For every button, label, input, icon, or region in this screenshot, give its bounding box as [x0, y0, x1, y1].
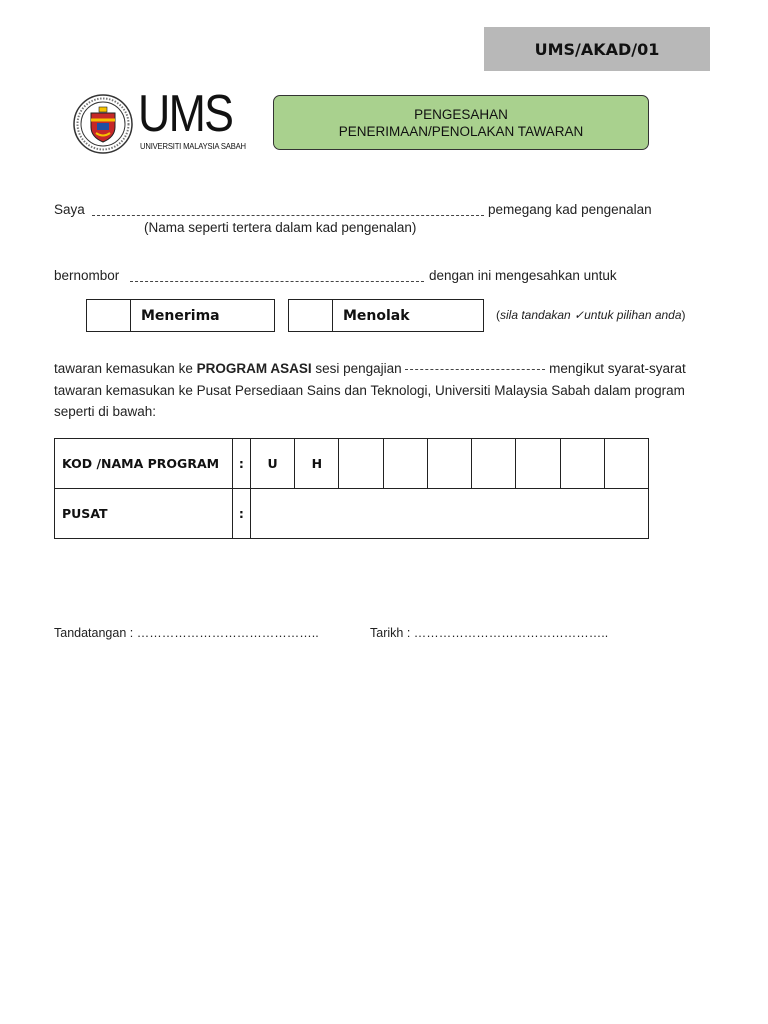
date-field[interactable]: ………………………………………..	[413, 626, 609, 640]
code-box-1[interactable]: U	[250, 439, 294, 489]
ic-prefix: bernombor	[54, 268, 120, 283]
name-field[interactable]	[92, 215, 484, 216]
option-note-text: sila tandakan ✓untuk pilihan anda	[500, 308, 682, 322]
date-line	[370, 626, 608, 640]
table-row	[55, 489, 649, 539]
accept-label: Menerima	[141, 307, 220, 324]
logo-wordmark: UMS	[138, 85, 233, 143]
option-note-open: (	[496, 308, 500, 322]
ic-suffix: dengan ini mengesahkan untuk	[429, 268, 617, 283]
program-name: PROGRAM ASASI	[196, 361, 312, 376]
reject-checkbox[interactable]	[289, 300, 333, 331]
code-box-2[interactable]: H	[295, 439, 339, 489]
session-field[interactable]	[405, 369, 545, 370]
table-row	[55, 439, 649, 489]
centre-field[interactable]	[250, 489, 648, 539]
code-box-7[interactable]	[516, 439, 560, 489]
code-box-6[interactable]	[472, 439, 516, 489]
paragraph-part1: tawaran kemasukan ke	[54, 361, 197, 376]
program-code-label: KOD /NAMA PROGRAM	[55, 439, 233, 489]
program-code-colon: :	[232, 439, 250, 489]
form-title-box	[273, 95, 649, 150]
code-box-5[interactable]	[427, 439, 471, 489]
accept-option[interactable]	[86, 299, 275, 332]
form-title-line1: PENGESAHAN	[414, 106, 508, 122]
option-note-close: )	[681, 308, 686, 322]
form-code-box	[484, 27, 710, 71]
paragraph-part3: mengikut syarat-syarat tawaran kemasukan ke Pusat Persediaan Sains dan Teknologi, Universiti Malaysia Sabah dalam program seperti di bawah:	[54, 361, 686, 419]
reject-label: Menolak	[343, 307, 410, 324]
centre-colon: :	[232, 489, 250, 539]
ic-number-field[interactable]	[130, 281, 424, 282]
logo-subtitle: UNIVERSITI MALAYSIA SABAH	[140, 141, 246, 151]
centre-label: PUSAT	[55, 489, 233, 539]
code-box-9[interactable]	[604, 439, 648, 489]
name-suffix: pemegang kad pengenalan	[488, 202, 652, 217]
code-box-8[interactable]	[560, 439, 604, 489]
code-box-3[interactable]	[339, 439, 383, 489]
signature-line	[54, 626, 319, 640]
offer-paragraph	[54, 358, 714, 423]
code-box-4[interactable]	[383, 439, 427, 489]
reject-option[interactable]	[288, 299, 484, 332]
form-code: UMS/AKAD/01	[534, 39, 660, 59]
university-crest-icon	[72, 93, 134, 155]
signature-field[interactable]: ……………………………………..	[136, 626, 319, 640]
program-table	[54, 438, 649, 539]
form-title-line2: PENERIMAAN/PENOLAKAN TAWARAN	[338, 123, 584, 139]
name-hint: (Nama seperti tertera dalam kad pengenalan)	[144, 220, 417, 235]
option-note	[496, 308, 686, 322]
name-prefix: Saya	[54, 202, 85, 217]
paragraph-part2: sesi pengajian	[311, 361, 406, 376]
date-label: Tarikh :	[370, 626, 414, 640]
accept-checkbox[interactable]	[87, 300, 131, 331]
signature-label: Tandatangan :	[54, 626, 137, 640]
